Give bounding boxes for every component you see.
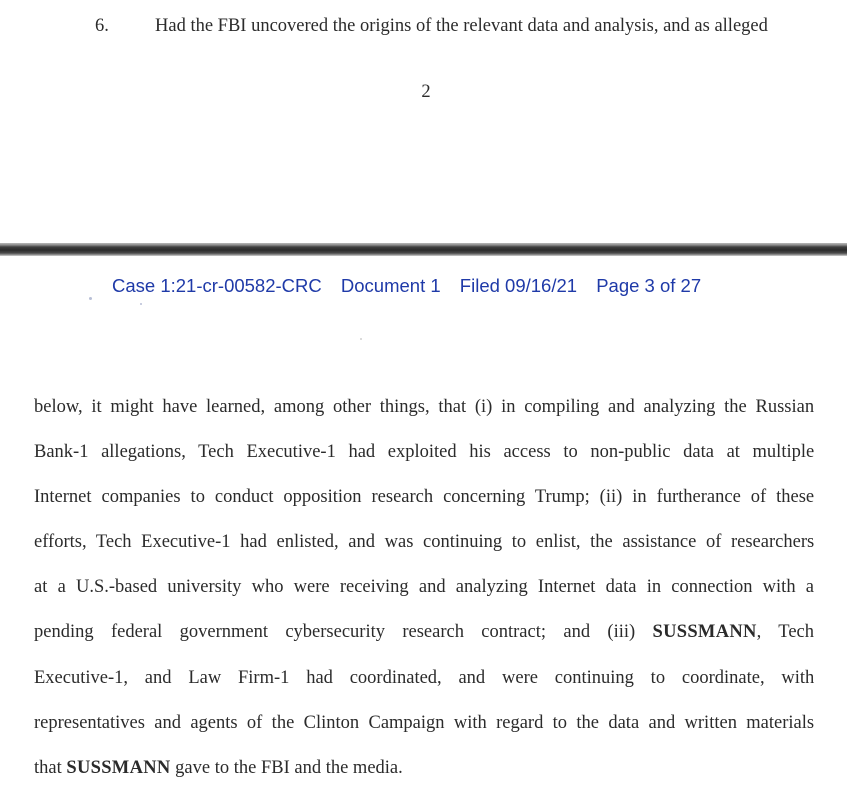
body-paragraph	[34, 385, 814, 791]
paragraph-number: 6.	[95, 16, 109, 36]
paragraph-text: Had the FBI uncovered the origins of the relevant data and analysis, and as alleged	[155, 16, 768, 36]
body-line: Internet companies to conduct opposition research concerning Trump; (ii) in furtherance of these	[34, 487, 815, 508]
body-line: efforts, Tech Executive-1 had enlisted, and was continuing to enlist, the assistance of researchers	[34, 532, 815, 553]
body-line: below, it might have learned, among other things, that (i) in compiling and analyzing the Russian	[34, 397, 815, 417]
scan-speck	[89, 297, 92, 300]
case-header	[112, 274, 701, 298]
body-line: at a U.S.-based university who were receiving and analyzing Internet data in connection with a	[34, 577, 814, 598]
defendant-name: SUSSMANN	[66, 757, 171, 778]
body-line: representatives and agents of the Clinton Campaign with regard to the data and written materials	[34, 712, 815, 733]
filed-date: Filed 09/16/21	[459, 275, 578, 296]
body-line: pending federal government cybersecurity research contract; and (iii) SUSSMANN, Tech	[34, 622, 814, 643]
page-divider	[0, 243, 847, 256]
defendant-name: SUSSMANN	[652, 622, 757, 643]
body-line: Bank-1 allegations, Tech Executive-1 had exploited his access to non-public data at multiple	[34, 442, 815, 463]
page-number: 2	[421, 82, 431, 102]
body-line: that SUSSMANN gave to the FBI and the media.	[34, 757, 403, 778]
page-of-total: Page 3 of 27	[596, 275, 702, 296]
body-line: Executive-1, and Law Firm-1 had coordinated, and were continuing to coordinate, with	[34, 667, 815, 688]
scan-speck	[140, 303, 142, 305]
document-number: Document 1	[340, 275, 441, 296]
case-number: Case 1:21-cr-00582-CRC	[112, 275, 322, 296]
scan-speck	[360, 338, 362, 340]
